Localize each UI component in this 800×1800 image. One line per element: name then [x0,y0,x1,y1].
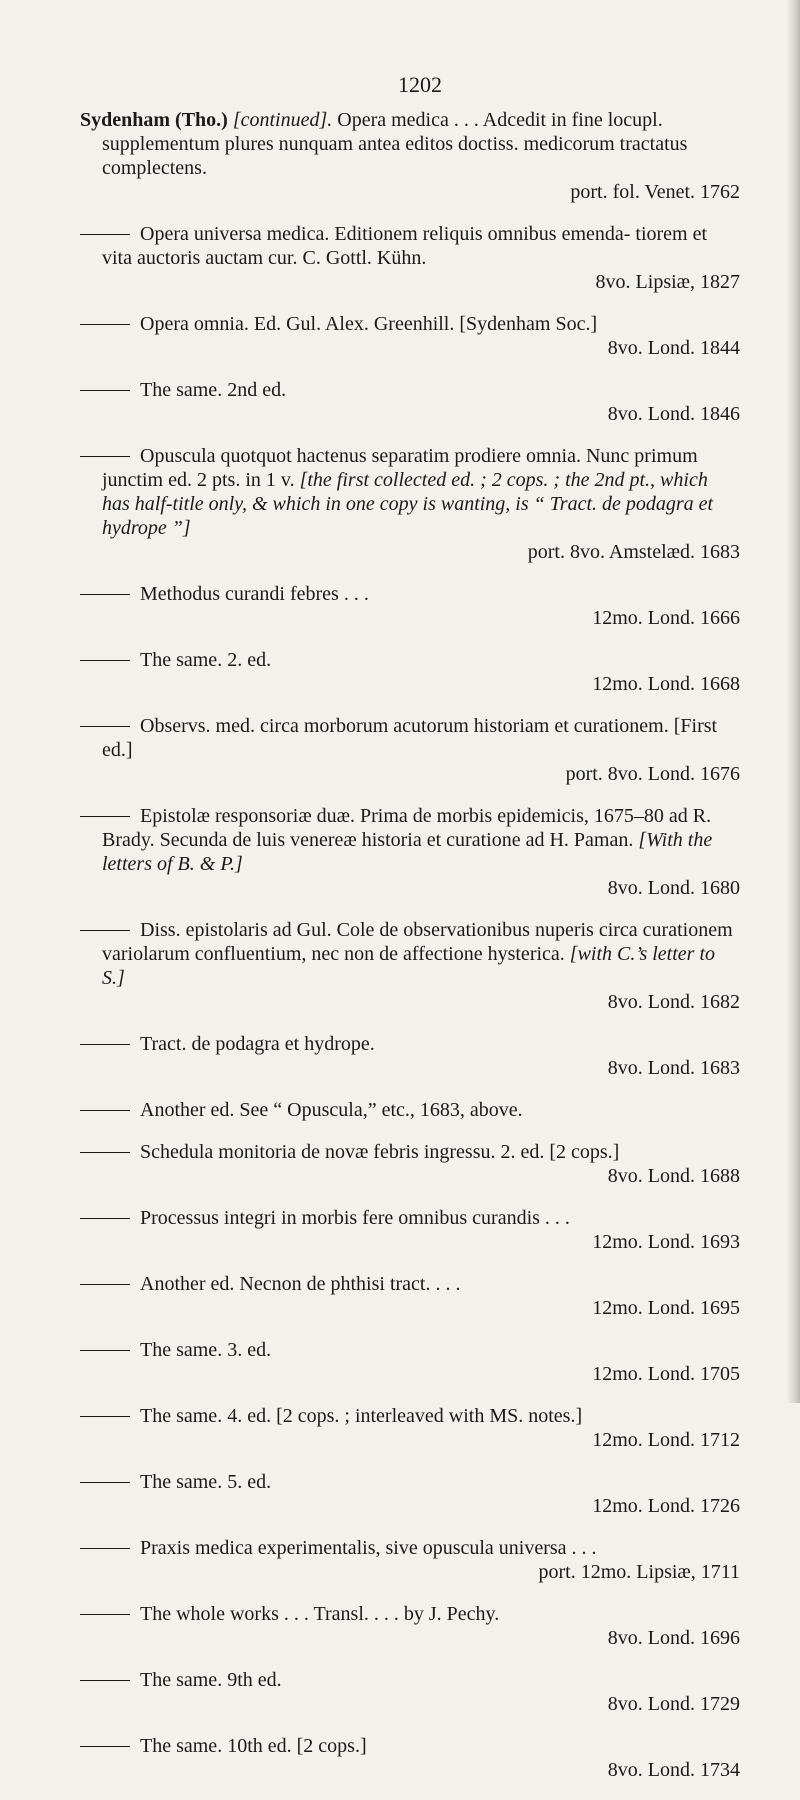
entry-author: Sydenham (Tho.) [80,109,233,131]
entry-description [80,1668,740,1692]
entry-imprint: 12mo. Lond. 1695 [592,1297,740,1319]
entry-title: Praxis medica experimentalis, sive opuscula universa . . . [140,1537,597,1559]
page-number: 1202 [398,72,442,97]
entry-description [80,1206,740,1230]
entry-title: The same. 2nd ed. [140,379,287,401]
entry-title: Processus integri in morbis fere omnibus curandis . . . [140,1207,570,1229]
entry-note: [with C.’s letter to S.] [102,943,716,989]
catalogue-entry [80,312,740,360]
ditto-dash [80,456,130,457]
entry-imprint: 8vo. Lond. 1734 [607,1759,740,1781]
catalogue-entry [80,222,740,294]
catalogue-entries [80,108,740,1800]
entry-title: The whole works . . . Transl. . . . by J. Pechy. [140,1603,500,1625]
entry-imprint: 8vo. Lond. 1680 [607,877,740,899]
entry-title: Opuscula quotquot hactenus separatim prodiere omnia. Nunc primum junctim ed. 2 pts. in 1 v. [102,445,698,491]
entry-description [80,648,740,672]
entry-description [80,918,740,990]
ditto-dash [80,1614,130,1615]
entry-title: Tract. de podagra et hydrope. [140,1033,375,1055]
ditto-dash [80,1152,130,1153]
ditto-dash [80,930,130,931]
ditto-dash [80,1548,130,1549]
ditto-dash [80,1284,130,1285]
entry-imprint: 12mo. Lond. 1726 [592,1495,740,1517]
entry-title: The same. 2. ed. [140,649,272,671]
entry-title: The same. 3. ed. [140,1339,272,1361]
entry-title: The same. 9th ed. [140,1669,282,1691]
entry-title: Opera omnia. Ed. Gul. Alex. Greenhill. [Sydenham Soc.] [140,313,598,335]
entry-description [80,582,740,606]
entry-imprint: port. 12mo. Lipsiæ, 1711 [538,1561,740,1583]
ditto-dash [80,816,130,817]
entry-title: Diss. epistolaris ad Gul. Cole de observationibus nuperis circa curationem variolarum confluentium, nec non de affectione hysterica. [102,919,733,965]
entry-imprint: 12mo. Lond. 1668 [592,673,740,695]
entry-description [80,312,740,336]
entry-imprint: 8vo. Lond. 1696 [607,1627,740,1649]
catalogue-entry [80,1602,740,1650]
entry-description [80,1272,740,1296]
entry-description [80,1140,740,1164]
entry-title: Another ed. See “ Opuscula,” etc., 1683, above. [140,1099,523,1121]
entry-description [80,1602,740,1626]
entry-description [80,1098,740,1122]
catalogue-entry [80,1206,740,1254]
entry-continued: [continued]. [232,109,338,131]
entry-description [80,1404,740,1428]
entry-description [80,1032,740,1056]
catalogue-entry [80,1272,740,1320]
entry-imprint: 8vo. Lipsiæ, 1827 [595,271,740,293]
ditto-dash [80,1350,130,1351]
catalogue-entry [80,1734,740,1782]
entry-title: Schedula monitoria de novæ febris ingressu. 2. ed. [2 cops.] [140,1141,620,1163]
ditto-dash [80,1482,130,1483]
entry-title: Observs. med. circa morborum acutorum historiam et curationem. [First ed.] [102,715,718,761]
catalogue-entry [80,582,740,630]
catalogue-entry [80,648,740,696]
entry-imprint: 8vo. Lond. 1682 [607,991,740,1013]
entry-description [80,444,740,540]
ditto-dash [80,1218,130,1219]
catalogue-entry [80,804,740,900]
entry-imprint: 8vo. Lond. 1844 [607,337,740,359]
ditto-dash [80,1416,130,1417]
entry-description [80,714,740,762]
catalogue-entry [80,378,740,426]
entry-description [80,222,740,270]
entry-note: [the first collected ed. ; 2 cops. ; the 2nd pt., which has half-title only, & which in one copy is wanting, is “ Tract. de podagra et hydrope ”] [102,469,714,539]
entry-description [80,804,740,876]
entry-imprint: 12mo. Lond. 1705 [592,1363,740,1385]
entry-description [80,1338,740,1362]
entry-imprint: port. 8vo. Lond. 1676 [565,763,740,785]
ditto-dash [80,1680,130,1681]
entry-title: Epistolæ responsoriæ duæ. Prima de morbis epidemicis, 1675–80 ad R. Brady. Secunda de luis venereæ historia et curatione ad H. Paman. [102,805,712,851]
catalogue-entry [80,1536,740,1584]
entry-description [80,108,740,180]
entry-title: The same. 4. ed. [2 cops. ; interleaved with MS. notes.] [140,1405,583,1427]
entry-title: The same. 10th ed. [2 cops.] [140,1735,367,1757]
ditto-dash [80,234,130,235]
catalogue-entry [80,1140,740,1188]
ditto-dash [80,1110,130,1111]
ditto-dash [80,1044,130,1045]
catalogue-entry [80,1338,740,1386]
ditto-dash [80,1746,130,1747]
catalogue-entry [80,714,740,786]
entry-description [80,1470,740,1494]
ditto-dash [80,390,130,391]
catalogue-entry [80,1098,740,1122]
catalogue-entry [80,1470,740,1518]
entry-description [80,378,740,402]
entry-title: The same. 5. ed. [140,1471,272,1493]
entry-imprint: 12mo. Lond. 1693 [592,1231,740,1253]
entry-description [80,1536,740,1560]
entry-title: Opera universa medica. Editionem reliquis omnibus emenda- tiorem et vita auctoris auctam cur. C. Gottl. Kühn. [102,223,708,269]
catalogue-entry [80,918,740,1014]
catalogue-entry [80,444,740,564]
catalogue-entry [80,1404,740,1452]
entry-imprint: 8vo. Lond. 1729 [607,1693,740,1715]
entry-title: Opera medica . . . Adcedit in fine locupl. supplementum plures nunquam antea editos doctiss. medicorum tractatus complectens. [102,109,688,179]
page-edge [786,0,800,1403]
entry-imprint: 8vo. Lond. 1688 [607,1165,740,1187]
catalogue-entry [80,108,740,204]
entry-imprint: 12mo. Lond. 1712 [592,1429,740,1451]
entry-imprint: port. fol. Venet. 1762 [570,181,740,203]
entry-imprint: 8vo. Lond. 1683 [607,1057,740,1079]
catalogue-entry [80,1032,740,1080]
entry-title: Methodus curandi febres . . . [140,583,369,605]
ditto-dash [80,660,130,661]
entry-note: [With the letters of B. & P.] [102,829,713,875]
ditto-dash [80,726,130,727]
entry-description [80,1734,740,1758]
entry-imprint: 12mo. Lond. 1666 [592,607,740,629]
entry-imprint: port. 8vo. Amstelæd. 1683 [527,541,740,563]
ditto-dash [80,324,130,325]
entry-title: Another ed. Necnon de phthisi tract. . . . [140,1273,461,1295]
ditto-dash [80,594,130,595]
catalogue-entry [80,1668,740,1716]
entry-imprint: 8vo. Lond. 1846 [607,403,740,425]
